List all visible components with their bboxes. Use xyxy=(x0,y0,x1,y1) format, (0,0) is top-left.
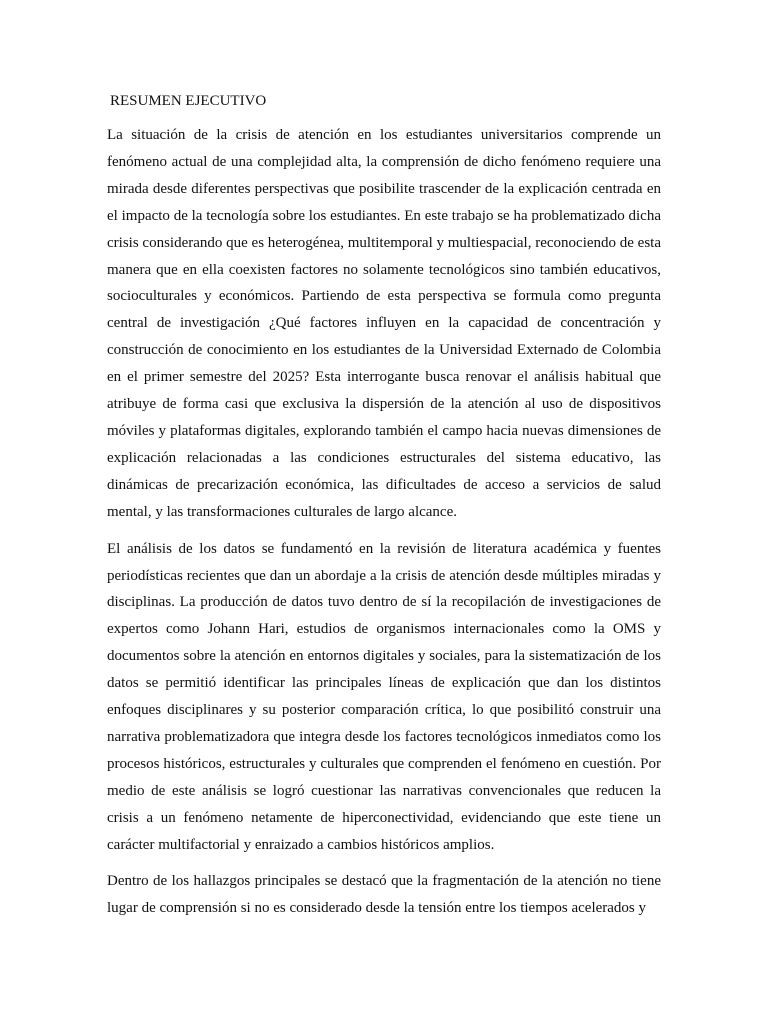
paragraph-2: El análisis de los datos se fundamentó en la revisión de literatura académica y fuentes periodísticas recientes que dan un abordaje a la crisis de atención desde múltiples miradas y disciplinas. La producción de datos tuvo dentro de sí la recopilación de investigaciones de expertos como Johann Hari, estudios de organismos internacionales como la OMS y documentos sobre la atención en entornos digitales y sociales, para la sistematización de los datos se permitió identificar las principales líneas de explicación que dan los distintos enfoques disciplinares y su posterior comparación crítica, lo que posibilitó construir una narrativa problematizadora que integra desde los factores tecnológicos inmediatos como los procesos históricos, estructurales y culturales que comprenden el fenómeno en cuestión. Por medio de este análisis se logró cuestionar las narrativas convencionales que reducen la crisis a un fenómeno netamente de hiperconectividad, evidenciando que este tiene un carácter multifactorial y enraizado a cambios históricos amplios. xyxy=(107,540,661,853)
document-body xyxy=(107,88,661,932)
paragraph-3: Dentro de los hallazgos principales se destacó que la fragmentación de la atención no tiene lugar de comprensión si no es considerado desde la tensión entre los tiempos acelerados y xyxy=(107,873,661,917)
section-heading: RESUMEN EJECUTIVO xyxy=(110,93,267,109)
paragraph-1: La situación de la crisis de atención en los estudiantes universitarios comprende un fenómeno actual de una complejidad alta, la comprensión de dicho fenómeno requiere una mirada desde diferentes perspectivas que posibilite trascender de la explicación centrada en el impacto de la tecnología sobre los estudiantes. En este trabajo se ha problematizado dicha crisis considerando que es heterogénea, multitemporal y multiespacial, reconociendo de esta manera que en ella coexisten factores no solamente tecnológicos sino también educativos, socioculturales y económicos. Partiendo de esta perspectiva se formula como pregunta central de investigación ¿Qué factores influyen en la capacidad de concentración y construcción de conocimiento en los estudiantes de la Universidad Externado de Colombia en el primer semestre del 2025? Esta interrogante busca renovar el análisis habitual que atribuye de forma casi que exclusiva la dispersión de la atención al uso de dispositivos móviles y plataformas digitales, explorando también el campo hacia nuevas dimensiones de explicación relacionadas a las condiciones estructurales del sistema educativo, las dinámicas de precarización económica, las dificultades de acceso a servicios de salud mental, y las transformaciones culturales de largo alcance. xyxy=(107,127,661,520)
